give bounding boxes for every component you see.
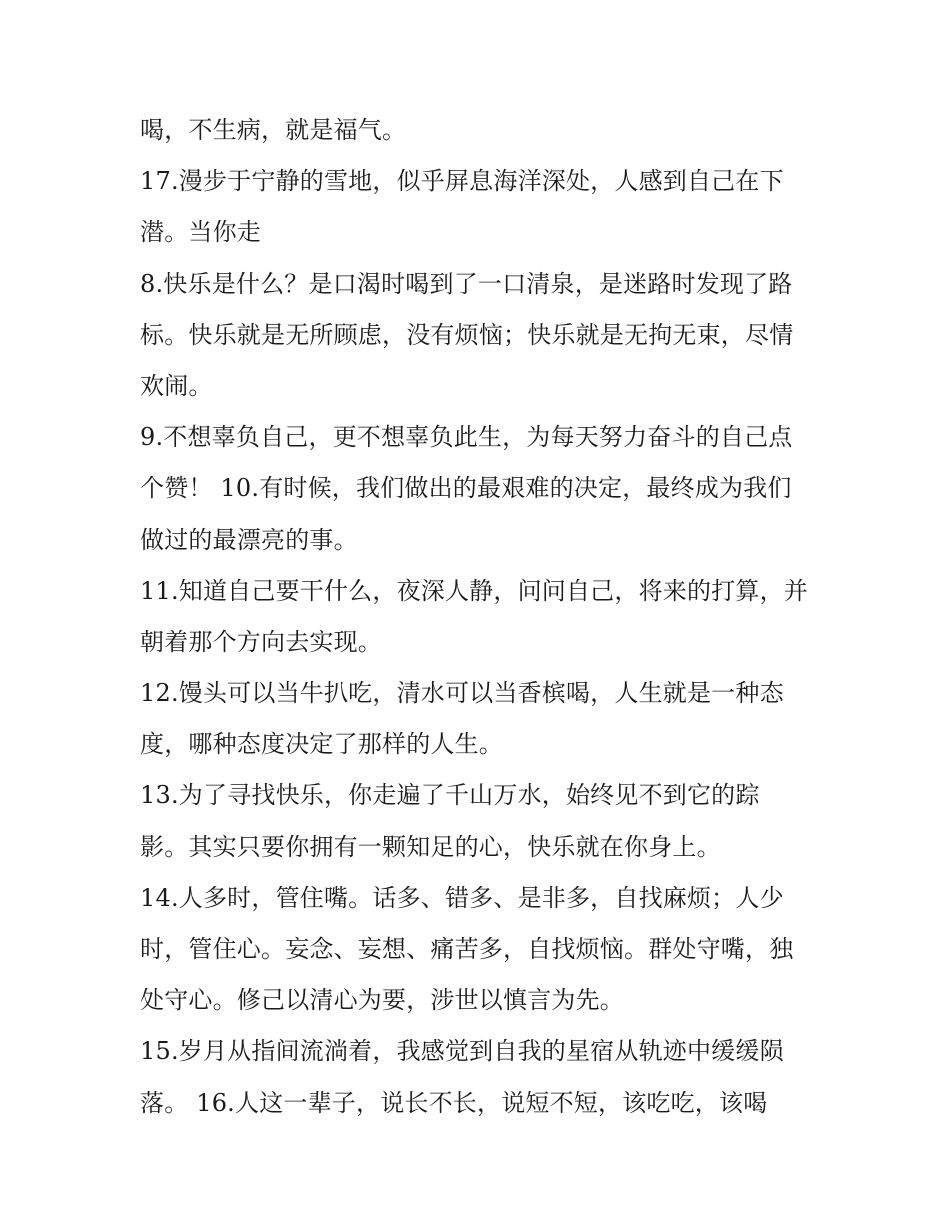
text-body [140, 105, 860, 1129]
text-line: 喝，不生病，就是福气。 [140, 116, 407, 144]
text-line: 时，管住心。妄念、妄想、痛苦多，自找烦恼。群处守嘴，独 [140, 935, 794, 963]
text-line: 做过的最漂亮的事。 [140, 525, 358, 554]
text-line: 朝着那个方向去实现。 [140, 627, 382, 656]
text-line: 潜。当你走 [140, 218, 261, 247]
text-line: 15.岁月从指间流淌着，我感觉到自我的星宿从轨迹中缓缓陨 [140, 1037, 784, 1066]
text-line: 12.馒头可以当牛扒吃，清水可以当香槟喝，人生就是一种态 [140, 679, 784, 708]
text-line: 标。快乐就是无所顾虑，没有烦恼；快乐就是无拘无束，尽情 [140, 320, 794, 349]
text-line: 影。其实只要你拥有一颗知足的心，快乐就在你身上。 [140, 832, 721, 861]
text-line: 处守心。修己以清心为要，涉世以慎言为先。 [140, 986, 624, 1015]
text-line: 11.知道自己要干什么，夜深人静，问问自己，将来的打算，并 [140, 576, 808, 605]
text-line: 14.人多时，管住嘴。话多、错多、是非多，自找麻烦；人少 [140, 883, 784, 912]
text-line: 17.漫步于宁静的雪地，似乎屏息海洋深处，人感到自己在下 [140, 167, 784, 196]
text-line: 度，哪种态度决定了那样的人生。 [140, 730, 503, 759]
text-line: 个赞！ 10.有时候，我们做出的最艰难的决定，最终成为我们 [140, 474, 792, 503]
text-line: 欢闹。 [140, 371, 213, 400]
text-line: 8.快乐是什么？是口渴时喝到了一口清泉，是迷路时发现了路 [140, 269, 793, 298]
text-line: 落。 16.人这一辈子，说长不长，说短不短，该吃吃，该喝 [140, 1088, 768, 1117]
text-line: 9.不想辜负自己，更不想辜负此生，为每天努力奋斗的自己点 [140, 423, 793, 452]
text-line: 13.为了寻找快乐，你走遍了千山万水，始终见不到它的踪 [140, 781, 760, 810]
